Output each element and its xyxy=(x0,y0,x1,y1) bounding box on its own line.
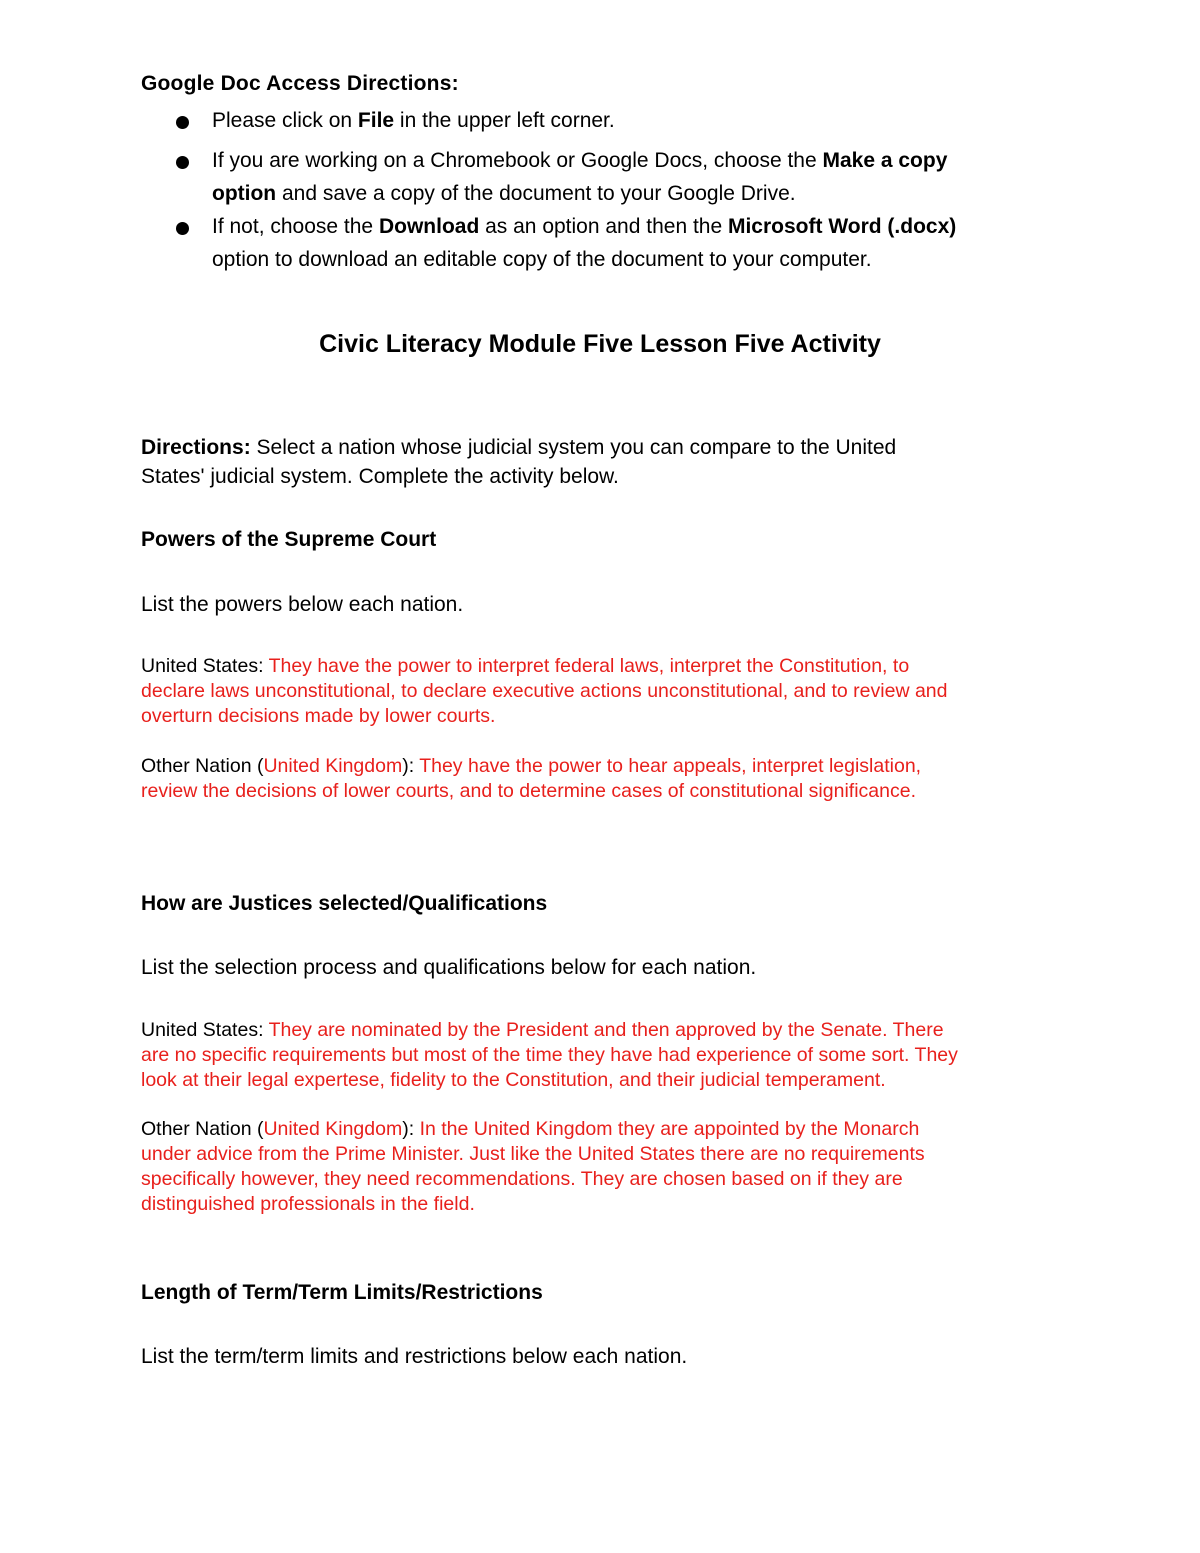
list-item: If you are working on a Chromebook or Google Docs, choose the Make a copy option and save a copy of the document to your Google Drive. xyxy=(0,144,1100,210)
bullet-icon xyxy=(176,116,189,129)
bullet-icon xyxy=(176,222,189,235)
access-directions-list xyxy=(0,104,1100,276)
section-heading-term: Length of Term/Term Limits/Restrictions xyxy=(141,1281,543,1304)
selection-us-answer: United States: They are nominated by the President and then approved by the Senate. There are no specific requirements but most of the time they have had experience of some sort. They look at their legal expertese, fidelity to the Constitution, and their judicial temperament. xyxy=(141,1019,958,1091)
list-item: If not, choose the Download as an option and then the Microsoft Word (.docx) option to download an editable copy of the document to your computer. xyxy=(0,210,1100,276)
access-directions-heading: Google Doc Access Directions: xyxy=(141,72,459,95)
selection-instruction: List the selection process and qualifications below for each nation. xyxy=(141,956,757,979)
term-instruction: List the term/term limits and restrictions below each nation. xyxy=(141,1345,688,1368)
section-heading-powers: Powers of the Supreme Court xyxy=(141,528,437,551)
powers-us-answer: United States: They have the power to interpret federal laws, interpret the Constitution, to declare laws unconstitutional, to declare executive actions unconstitutional, and to review and overturn decisions made by lower courts. xyxy=(141,655,948,727)
section-heading-selection: How are Justices selected/Qualifications xyxy=(141,892,548,915)
page-title: Civic Literacy Module Five Lesson Five Activity xyxy=(319,330,881,358)
directions-paragraph: Directions: Select a nation whose judicial system you can compare to the United States' judicial system. Complete the activity below. xyxy=(141,436,897,488)
powers-instruction: List the powers below each nation. xyxy=(141,593,464,616)
powers-other-answer: Other Nation (United Kingdom): They have the power to hear appeals, interpret legislation, review the decisions of lower courts, and to determine cases of constitutional significance. xyxy=(141,755,922,802)
bullet-icon xyxy=(176,156,189,169)
list-item: Please click on File in the upper left corner. xyxy=(0,104,1100,137)
selection-other-answer: Other Nation (United Kingdom): In the United Kingdom they are appointed by the Monarch under advice from the Prime Minister. Just like the United States there are no requirements specifically however, they need recommendations. They are chosen based on if they are distinguished professionals in the field. xyxy=(141,1118,925,1215)
